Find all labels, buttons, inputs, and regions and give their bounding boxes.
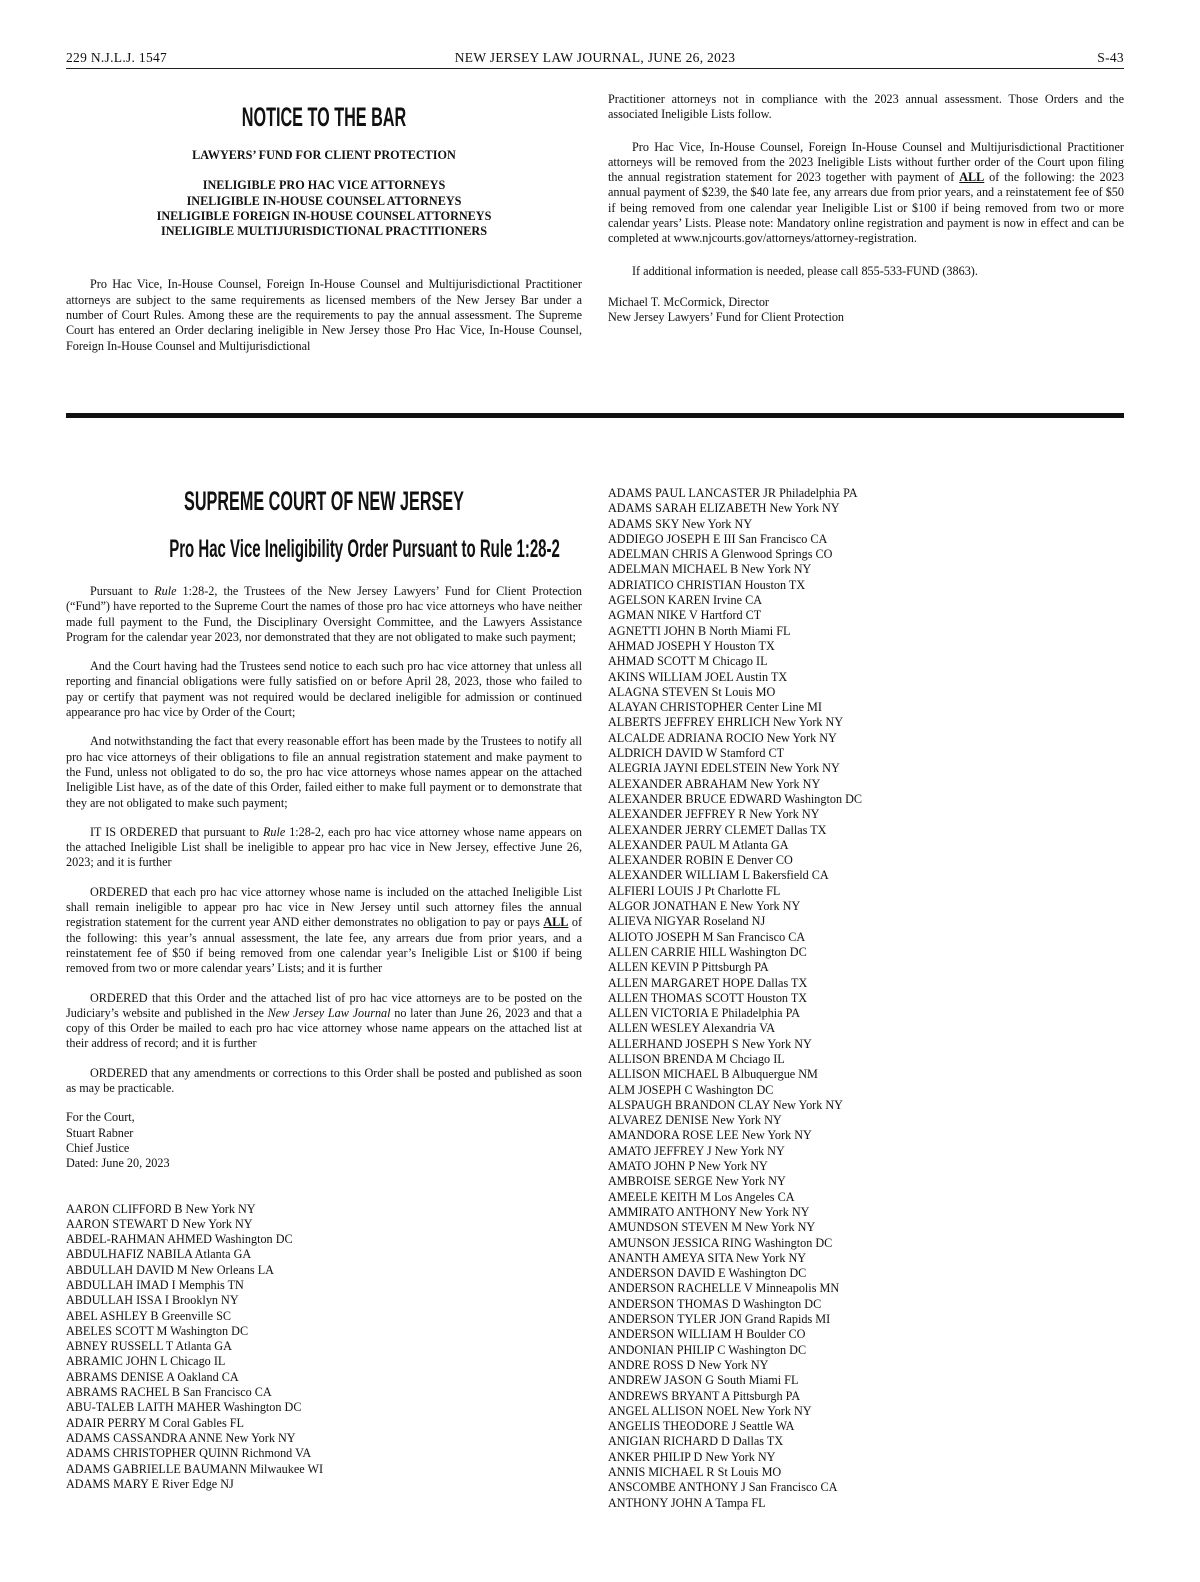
heading-foreign-in-house: INELIGIBLE FOREIGN IN-HOUSE COUNSEL ATTORNEYS — [156, 208, 492, 223]
attorney-list-item: ALAGNA STEVEN St Louis MO — [608, 684, 776, 699]
order-paragraph-7: ORDERED that any amendments or corrections to this Order shall be posted and published as soon as may be practicable. — [66, 1065, 582, 1096]
attorney-list-item: ADAMS CASSANDRA ANNE New York NY — [66, 1430, 296, 1445]
attorney-list-item: ANDERSON TYLER JON Grand Rapids MI — [608, 1312, 831, 1327]
order-paragraph-3: And notwithstanding the fact that every reasonable effort has been made by the Trustees to notify all pro hac vice attorneys of their obligations to file an annual registration statement and make payment to the Fund, unless not obligated to do so, the pro hac vice attorneys whose names appear on the attached Ineligible List have, as of the date of this Order, failed either to make full payment or to demonstrate that they are not obligated to make such payment; — [66, 734, 582, 810]
signature-date: Dated: June 20, 2023 — [66, 1156, 170, 1171]
attorney-list-item: ANDERSON WILLIAM H Boulder CO — [608, 1327, 806, 1342]
attorney-list-item: ABEL ASHLEY B Greenville SC — [66, 1308, 231, 1323]
ineligible-list-left — [66, 1202, 582, 1493]
ineligible-headings — [66, 178, 582, 239]
attorney-list-item: AGELSON KAREN Irvine CA — [608, 593, 763, 608]
publication-title: NEW JERSEY LAW JOURNAL, JUNE 26, 2023 — [454, 50, 736, 65]
attorney-list-item: ANIGIAN RICHARD D Dallas TX — [608, 1434, 784, 1449]
attorney-list-item: AHMAD JOSEPH Y Houston TX — [608, 638, 775, 653]
order-paragraph-4: IT IS ORDERED that pursuant to Rule 1:28-2, each pro hac vice attorney whose name appears on the attached Ineligible List shall be ineligible to appear pro hac vice in New Jersey, effective June 26, 2023; and it is further — [66, 824, 583, 870]
attorney-list-item: ALLERHAND JOSEPH S New York NY — [608, 1036, 812, 1051]
attorney-list-item: ANDRE ROSS D New York NY — [608, 1357, 769, 1372]
attorney-list-item: ABDULLAH IMAD I Memphis TN — [66, 1277, 244, 1292]
attorney-list-item: ANGELIS THEODORE J Seattle WA — [608, 1419, 795, 1434]
attorney-list-item: ALLEN CARRIE HILL Washington DC — [608, 944, 807, 959]
attorney-list-item: ALDRICH DAVID W Stamford CT — [608, 746, 785, 761]
attorney-list-item: AARON STEWART D New York NY — [66, 1216, 253, 1231]
notice-subtitle: LAWYERS’ FUND FOR CLIENT PROTECTION — [192, 148, 456, 162]
attorney-list-item: ALEXANDER JERRY CLEMET Dallas TX — [608, 822, 827, 837]
attorney-list-item: ALLEN MARGARET HOPE Dallas TX — [608, 975, 808, 990]
notice-paragraph-2: Pro Hac Vice, In-House Counsel, Foreign In-House Counsel and Multijurisdictional Practitioner attorneys will be removed from the 2023 Ineligible Lists without further order of the Court upon filing the annual registration statement for 2023 together with payment of ALL of the following: the 2023 annual payment of $239, the $40 late fee, any arrears due from prior years, and a reinstatement fee of $50 if being removed from one calendar year Ineligible List or $100 if being removed from two or more calendar years’ Lists. Please note: Mandatory online registration and payment is now in effect and can be completed at www.njcourts.gov/attorneys/attorney-registration. — [608, 139, 1124, 246]
attorney-list-item: ALLEN WESLEY Alexandria VA — [608, 1021, 776, 1036]
attorney-list-item: AARON CLIFFORD B New York NY — [66, 1201, 256, 1216]
attorney-list-item: ALEXANDER ABRAHAM New York NY — [608, 776, 821, 791]
attorney-list-item: ANTHONY JOHN A Tampa FL — [608, 1495, 766, 1510]
heading-in-house: INELIGIBLE IN-HOUSE COUNSEL ATTORNEYS — [186, 193, 462, 208]
page-header — [66, 48, 1124, 69]
attorney-list-item: ALLEN THOMAS SCOTT Houston TX — [608, 990, 808, 1005]
attorney-list-item: ABDULLAH ISSA I Brooklyn NY — [66, 1293, 239, 1308]
attorney-list-item: ADAMS GABRIELLE BAUMANN Milwaukee WI — [66, 1461, 324, 1476]
all-emphasis: ALL — [959, 170, 985, 185]
order-title: Pro Hac Vice Ineligibility Order Pursuant to Rule 1:28-2 — [169, 535, 560, 563]
attorney-list-item: ABDULLAH DAVID M New Orleans LA — [66, 1262, 274, 1277]
attorney-list-item: ADAIR PERRY M Coral Gables FL — [66, 1415, 244, 1430]
attorney-list-item: ANDERSON THOMAS D Washington DC — [608, 1296, 822, 1311]
attorney-list-item: ALAYAN CHRISTOPHER Center Line MI — [608, 700, 822, 715]
attorney-list-item: ALLEN VICTORIA E Philadelphia PA — [608, 1006, 801, 1021]
attorney-list-item: ALCALDE ADRIANA ROCIO New York NY — [608, 730, 837, 745]
attorney-list-item: ALLEN KEVIN P Pittsburgh PA — [608, 960, 769, 975]
attorney-list-item: ABRAMS DENISE A Oakland CA — [66, 1369, 239, 1384]
order-right-column — [608, 486, 1124, 1511]
attorney-list-item: ADDIEGO JOSEPH E III San Francisco CA — [608, 531, 828, 546]
order-paragraph-1: Pursuant to Rule 1:28-2, the Trustees of the New Jersey Lawyers’ Fund for Client Protection (“Fund”) have reported to the Supreme Court the names of those pro hac vice attorneys who have neither made full payment to the Fund, the Disciplinary Oversight Committee, and the Lawyers Assistance Program for the calendar year 2023, nor demonstrated that they are not obligated to make such payment; — [66, 584, 582, 644]
notice-paragraph-1: Pro Hac Vice, In-House Counsel, Foreign In-House Counsel and Multijurisdictional Practitioner attorneys are subject to the same requirements as licensed members of the New Jersey Bar under a number of Court Rules. Among these are the requirements to pay the annual assessment. The Supreme Court has entered an Order declaring ineligible in New Jersey those Pro Hac Vice, In-House Counsel, Foreign In-House Counsel and Multijurisdictional — [66, 277, 582, 353]
signature-line: Chief Justice — [66, 1140, 130, 1155]
attorney-list-item: ANKER PHILIP D New York NY — [608, 1449, 776, 1464]
attorney-list-item: ADAMS CHRISTOPHER QUINN Richmond VA — [66, 1446, 312, 1461]
attorney-list-item: ALVAREZ DENISE New York NY — [608, 1113, 782, 1128]
order-paragraph-6: ORDERED that this Order and the attached list of pro hac vice attorneys are to be posted on the Judiciary’s website and published in the New Jersey Law Journal no later than June 26, 2023 and that a copy of this Order be mailed to each pro hac vice attorney whose name appears on the attached list at their address of record; and it is further — [66, 990, 582, 1051]
attorney-list-item: ALEXANDER WILLIAM L Bakersfield CA — [608, 868, 829, 883]
attorney-list-item: AGMAN NIKE V Hartford CT — [608, 608, 762, 623]
attorney-list-item: ANDREWS BRYANT A Pittsburgh PA — [608, 1388, 801, 1403]
attorney-list-item: AMANDORA ROSE LEE New York NY — [608, 1128, 812, 1143]
attorney-list-item: AMBROISE SERGE New York NY — [608, 1174, 786, 1189]
order-paragraph-5: ORDERED that each pro hac vice attorney whose name is included on the attached Ineligible List shall remain ineligible to appear pro hac vice in New Jersey until such attorney files the annual registration statement for the current year AND either demonstrates no obligation to pay or pays ALL of the following: this year’s annual assessment, the late fee, any arrears due from prior years, and a reinstatement fee of $50 if being removed from one calendar year’s Ineligible List or $100 if being removed from two or more calendar years’ Lists; and it is further — [66, 884, 582, 976]
attorney-list-item: ALIOTO JOSEPH M San Francisco CA — [608, 929, 806, 944]
page-number: S-43 — [1097, 50, 1124, 65]
heading-pro-hac-vice: INELIGIBLE PRO HAC VICE ATTORNEYS — [202, 178, 446, 193]
attorney-list-item: ADRIATICO CHRISTIAN Houston TX — [608, 577, 806, 592]
attorney-list-item: ANANTH AMEYA SITA New York NY — [608, 1250, 807, 1265]
attorney-list-item: ADAMS SARAH ELIZABETH New York NY — [608, 501, 840, 516]
attorney-list-item: AHMAD SCOTT M Chicago IL — [608, 654, 768, 669]
attorney-list-item: ABDULHAFIZ NABILA Atlanta GA — [66, 1247, 252, 1262]
notice-paragraph-1-cont: Practitioner attorneys not in compliance with the 2023 annual assessment. Those Orders and the associated Ineligible Lists follow. — [608, 92, 1124, 122]
attorney-list-item: ALEXANDER BRUCE EDWARD Washington DC — [608, 791, 863, 806]
attorney-list-item: ALFIERI LOUIS J Pt Charlotte FL — [608, 883, 781, 898]
attorney-list-item: ABELES SCOTT M Washington DC — [66, 1323, 249, 1338]
attorney-list-item: AMMIRATO ANTHONY New York NY — [608, 1204, 810, 1219]
attorney-list-item: AGNETTI JOHN B North Miami FL — [608, 623, 791, 638]
attorney-list-item: ALLISON MICHAEL B Albuquergue NM — [608, 1067, 818, 1082]
attorney-list-item: ANDERSON RACHELLE V Minneapolis MN — [608, 1281, 840, 1296]
attorney-list-item: ALEGRIA JAYNI EDELSTEIN New York NY — [608, 761, 840, 776]
attorney-list-item: ABDEL-RAHMAN AHMED Washington DC — [66, 1232, 293, 1247]
attorney-list-item: ABNEY RUSSELL T Atlanta GA — [66, 1339, 232, 1354]
attorney-list-item: ALSPAUGH BRANDON CLAY New York NY — [608, 1097, 843, 1112]
notice-right-column — [608, 92, 1124, 326]
attorney-list-item: ANNIS MICHAEL R St Louis MO — [608, 1465, 782, 1479]
order-paragraph-2: And the Court having had the Trustees send notice to each such pro hac vice attorney that unless all reporting and financial obligations were fully satisfied on or before April 28, 2023, those who failed to pay or certify that payment was not required would be declared ineligible for admission or continued appearance pro hac vice by Order of the Court; — [66, 659, 582, 720]
signatory-org: New Jersey Lawyers’ Fund for Client Protection — [608, 310, 845, 325]
attorney-list-item: ABRAMIC JOHN L Chicago IL — [66, 1354, 226, 1369]
attorney-list-item: ANDONIAN PHILIP C Washington DC — [608, 1342, 807, 1357]
attorney-list-item: ALEXANDER PAUL M Atlanta GA — [608, 837, 789, 852]
attorney-list-item: AMUNSON JESSICA RING Washington DC — [608, 1235, 833, 1250]
notice-signature — [608, 295, 1124, 326]
attorney-list-item: ADAMS PAUL LANCASTER JR Philadelphia PA — [608, 486, 858, 500]
signature-line: Stuart Rabner — [66, 1125, 134, 1140]
attorney-list-item: ALLISON BRENDA M Chciago IL — [608, 1051, 785, 1066]
order-signature — [66, 1110, 582, 1171]
attorney-list-item: AMATO JEFFREY J New York NY — [608, 1143, 785, 1158]
attorney-list-item: ANDREW JASON G South Miami FL — [608, 1373, 799, 1388]
signatory-name: Michael T. McCormick, Director — [608, 294, 769, 309]
attorney-list-item: AMATO JOHN P New York NY — [608, 1159, 768, 1174]
attorney-list-item: AMUNDSON STEVEN M New York NY — [608, 1220, 816, 1235]
attorney-list-item: ALIEVA NIGYAR Roseland NJ — [608, 914, 766, 929]
ineligible-list-right — [608, 486, 1124, 1511]
attorney-list-item: ALEXANDER ROBIN E Denver CO — [608, 853, 793, 868]
attorney-list-item: ANDERSON DAVID E Washington DC — [608, 1266, 807, 1281]
notice-title: NOTICE TO THE BAR — [241, 102, 407, 132]
attorney-list-item: ADELMAN MICHAEL B New York NY — [608, 562, 812, 577]
attorney-list-item: ANSCOMBE ANTHONY J San Francisco CA — [608, 1480, 838, 1495]
section-divider — [66, 413, 1124, 418]
attorney-list-item: ALBERTS JEFFREY EHRLICH New York NY — [608, 715, 844, 730]
order-left-column — [66, 486, 582, 1492]
attorney-list-item: ADELMAN CHRIS A Glenwood Springs CO — [608, 547, 833, 562]
attorney-list-item: ALEXANDER JEFFREY R New York NY — [608, 807, 820, 822]
attorney-list-item: ADAMS SKY New York NY — [608, 516, 753, 531]
signature-line: For the Court, — [66, 1110, 135, 1125]
attorney-list-item: AMEELE KEITH M Los Angeles CA — [608, 1189, 795, 1204]
attorney-list-item: ALGOR JONATHAN E New York NY — [608, 899, 801, 914]
notice-paragraph-3: If additional information is needed, please call 855-533-FUND (3863). — [632, 263, 978, 278]
attorney-list-item: AKINS WILLIAM JOEL Austin TX — [608, 669, 788, 684]
heading-multijurisdictional: INELIGIBLE MULTIJURISDICTIONAL PRACTITIONERS — [161, 224, 487, 239]
notice-left-column — [66, 100, 582, 354]
volume-citation: 229 N.J.L.J. 1547 — [66, 50, 168, 65]
court-title: SUPREME COURT OF NEW JERSEY — [184, 486, 464, 516]
attorney-list-item: ALM JOSEPH C Washington DC — [608, 1082, 774, 1097]
attorney-list-item: ADAMS MARY E River Edge NJ — [66, 1476, 234, 1491]
attorney-list-item: ABRAMS RACHEL B San Francisco CA — [66, 1385, 272, 1400]
attorney-list-item: ANGEL ALLISON NOEL New York NY — [608, 1403, 812, 1418]
attorney-list-item: ABU-TALEB LAITH MAHER Washington DC — [66, 1400, 302, 1415]
